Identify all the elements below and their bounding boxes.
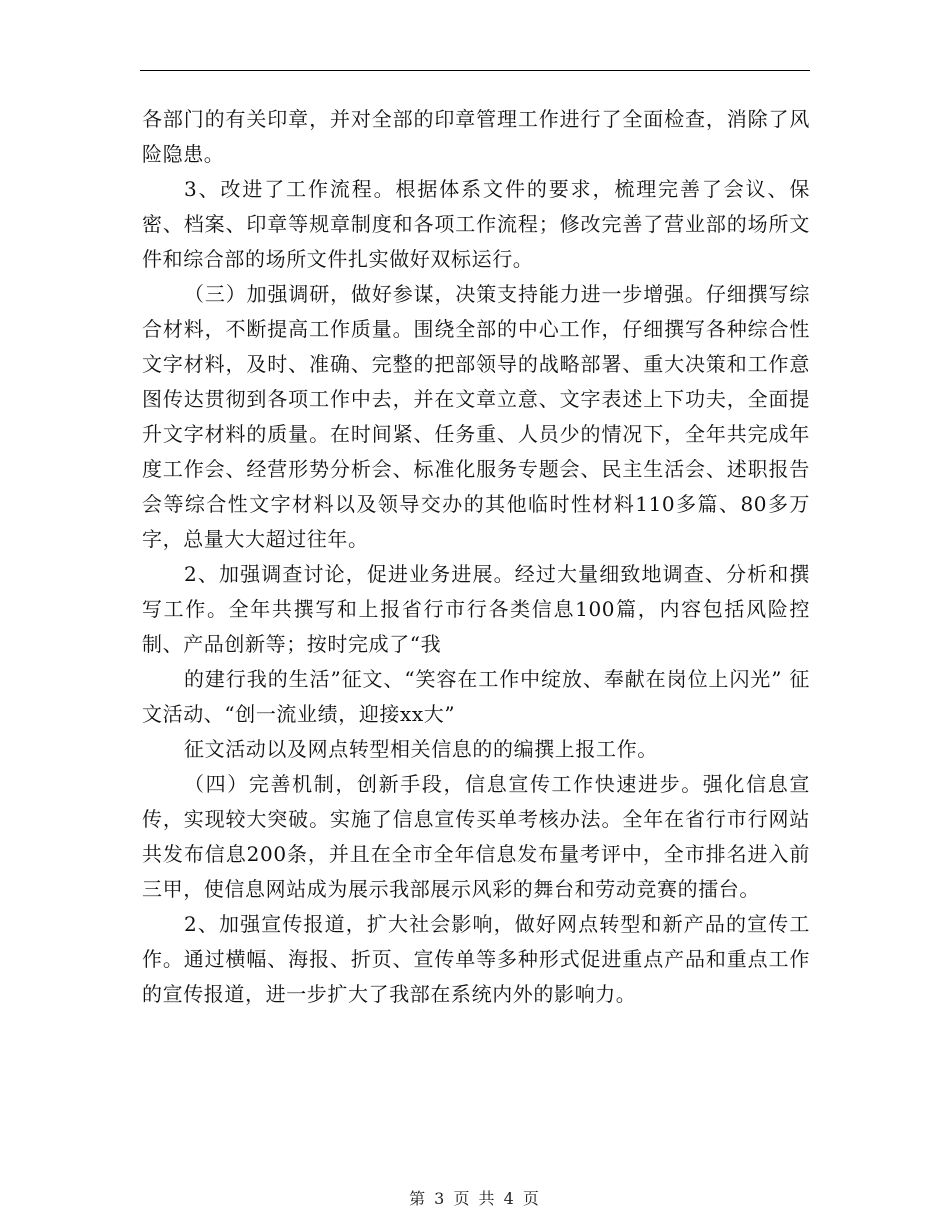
paragraph: 征文活动以及网点转型相关信息的的编撰上报工作。 <box>184 737 658 761</box>
paragraph: 各部门的有关印章，并对全部的印章管理工作进行了全面检查，消除了风险隐患。 <box>142 107 810 166</box>
paragraph: 3、改进了工作流程。根据体系文件的要求，梳理完善了会议、保密、档案、印章等规章制度和各项工作流程；修改完善了营业部的场所文件和综合部的场所文件扎实做好双标运行。 <box>142 177 810 271</box>
document-body <box>142 102 810 1012</box>
paragraph: （四）完善机制，创新手段，信息宣传工作快速进步。强化信息宣传，实现较大突破。实施了信息宣传买单考核办法。全年在省行市行网站共发布信息200条，并且在全市全年信息发布量考评中，全市排名进入前三甲，使信息网站成为展示我部展示风彩的舞台和劳动竞赛的擂台。 <box>142 772 810 901</box>
header-rule <box>140 70 810 71</box>
paragraph: 的建行我的生活”征文、“笑容在工作中绽放、奉献在岗位上闪光” 征文活动、“创一流业绩，迎接xx大” <box>142 667 810 726</box>
paragraph: 2、加强调查讨论，促进业务进展。经过大量细致地调查、分析和撰写工作。全年共撰写和上报省行市行各类信息100篇，内容包括风险控制、产品创新等；按时完成了“我 <box>142 562 810 656</box>
page-number: 第 3 页 共 4 页 <box>409 1189 541 1208</box>
paragraph: （三）加强调研，做好参谋，决策支持能力进一步增强。仔细撰写综合材料，不断提高工作质量。围绕全部的中心工作，仔细撰写各种综合性文字材料，及时、准确、完整的把部领导的战略部署、重大决策和工作意图传达贯彻到各项工作中去，并在文章立意、文字表述上下功夫，全面提升文字材料的质量。在时间紧、任务重、人员少的情况下，全年共完成年度工作会、经营形势分析会、标准化服务专题会、民主生活会、述职报告会等综合性文字材料以及领导交办的其他临时性材料110多篇、80多万字，总量大大超过往年。 <box>142 282 810 551</box>
paragraph: 2、加强宣传报道，扩大社会影响，做好网点转型和新产品的宣传工作。通过横幅、海报、折页、宣传单等多种形式促进重点产品和重点工作的宣传报道，进一步扩大了我部在系统内外的影响力。 <box>142 912 810 1006</box>
